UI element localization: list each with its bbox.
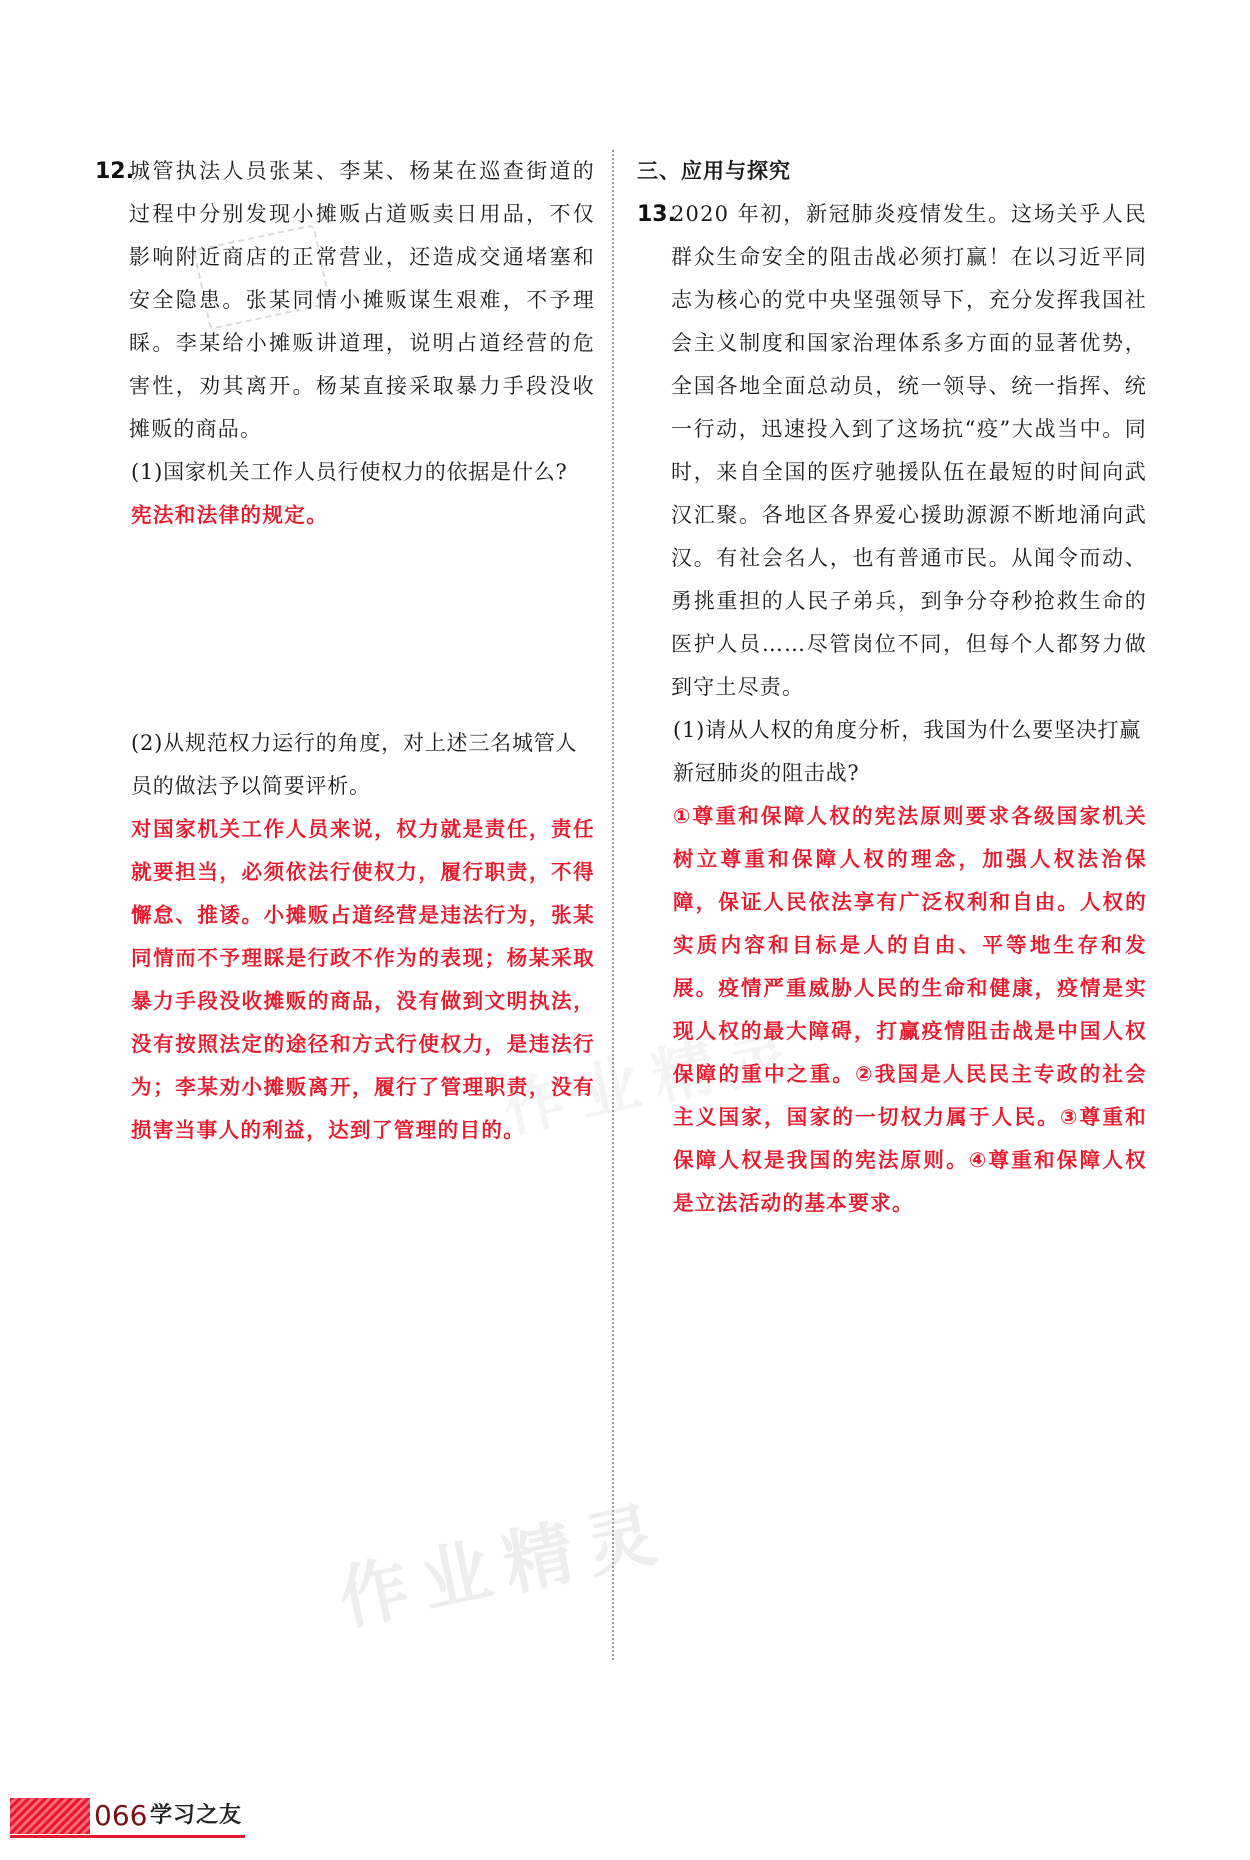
answer-1: 宪法和法律的规定。 xyxy=(131,503,329,527)
sub-question-1: (1)国家机关工作人员行使权力的依据是什么? xyxy=(131,460,568,484)
question-stem: 城管执法人员张某、李某、杨某在巡查街道的过程中分别发现小摊贩占道贩卖日用品，不仅影响附近商店的正常营业，还造成交通堵塞和安全隐患。张某同情小摊贩谋生艰难，不予理睬。李某给小摊贩讲道理，说明占道经营的危害性，劝其离开。杨某直接采取暴力手段没收摊贩的商品。 xyxy=(129,159,595,441)
question-stem: 2020 年初，新冠肺炎疫情发生。这场关乎人民群众生命安全的阻击战必须打赢！在以习近平同志为核心的党中央坚强领导下，充分发挥我国社会主义制度和国家治理体系多方面的显著优势，全国各地全面总动员，统一领导、统一指挥、统一行动，迅速投入到了这场抗“疫”大战当中。同时，来自全国的医疗驰援队伍在最短的时间向武汉汇聚。各地区各界爱心援助源源不断地涌向武汉。有社会名人，也有普通市民。从闻令而动、勇挑重担的人民子弟兵，到争分夺秒抢救生命的医护人员……尽管岗位不同，但每个人都努力做到守土尽责。 xyxy=(671,202,1147,699)
section-title: 三、应用与探究 xyxy=(637,159,791,183)
question-13-stem-block xyxy=(637,193,1147,709)
brand-name: 学习之友 xyxy=(150,1803,243,1828)
question-13 xyxy=(637,150,1147,1225)
question-number: 12. xyxy=(95,159,134,184)
footer-rule xyxy=(10,1835,245,1838)
answer-space xyxy=(95,537,595,722)
page-footer xyxy=(10,1798,310,1858)
answer-1: ①尊重和保障人权的宪法原则要求各级国家机关树立尊重和保障人权的理念，加强人权法治保障，保证人民依法享有广泛权利和自由。人权的实质内容和目标是人的自由、平等地生存和发展。疫情严重威胁人民的生命和健康，疫情是实现人权的最大障碍，打赢疫情阻击战是中国人权保障的重中之重。②我国是人民民主专政的社会主义国家，国家的一切权力属于人民。③尊重和保障人权是我国的宪法原则。④尊重和保障人权是立法活动的基本要求。 xyxy=(673,804,1147,1215)
column-divider xyxy=(612,150,614,1660)
sub-question-2: (2)从规范权力运行的角度，对上述三名城管人员的做法予以简要评析。 xyxy=(131,731,578,798)
question-number: 13. xyxy=(637,202,676,227)
answer-2: 对国家机关工作人员来说，权力就是责任，责任就要担当，必须依法行使权力，履行职责，不得懈怠、推诿。小摊贩占道经营是违法行为，张某同情而不予理睬是行政不作为的表现；杨某采取暴力手段没收摊贩的商品，没有做到文明执法，没有按照法定的途径和方式行使权力，是违法行为；李某劝小摊贩离开，履行了管理职责，没有损害当事人的利益，达到了管理的目的。 xyxy=(131,817,595,1142)
watermark-text: 作业精灵 xyxy=(331,1490,677,1641)
question-12 xyxy=(95,150,595,1152)
sub-question-1: (1)请从人权的角度分析，我国为什么要坚决打赢新冠肺炎的阻击战? xyxy=(673,718,1142,785)
watermark-text-faint: 作业精灵 xyxy=(496,1012,810,1147)
page-number: 066 xyxy=(90,1798,151,1834)
question-12-stem-block xyxy=(95,150,595,451)
